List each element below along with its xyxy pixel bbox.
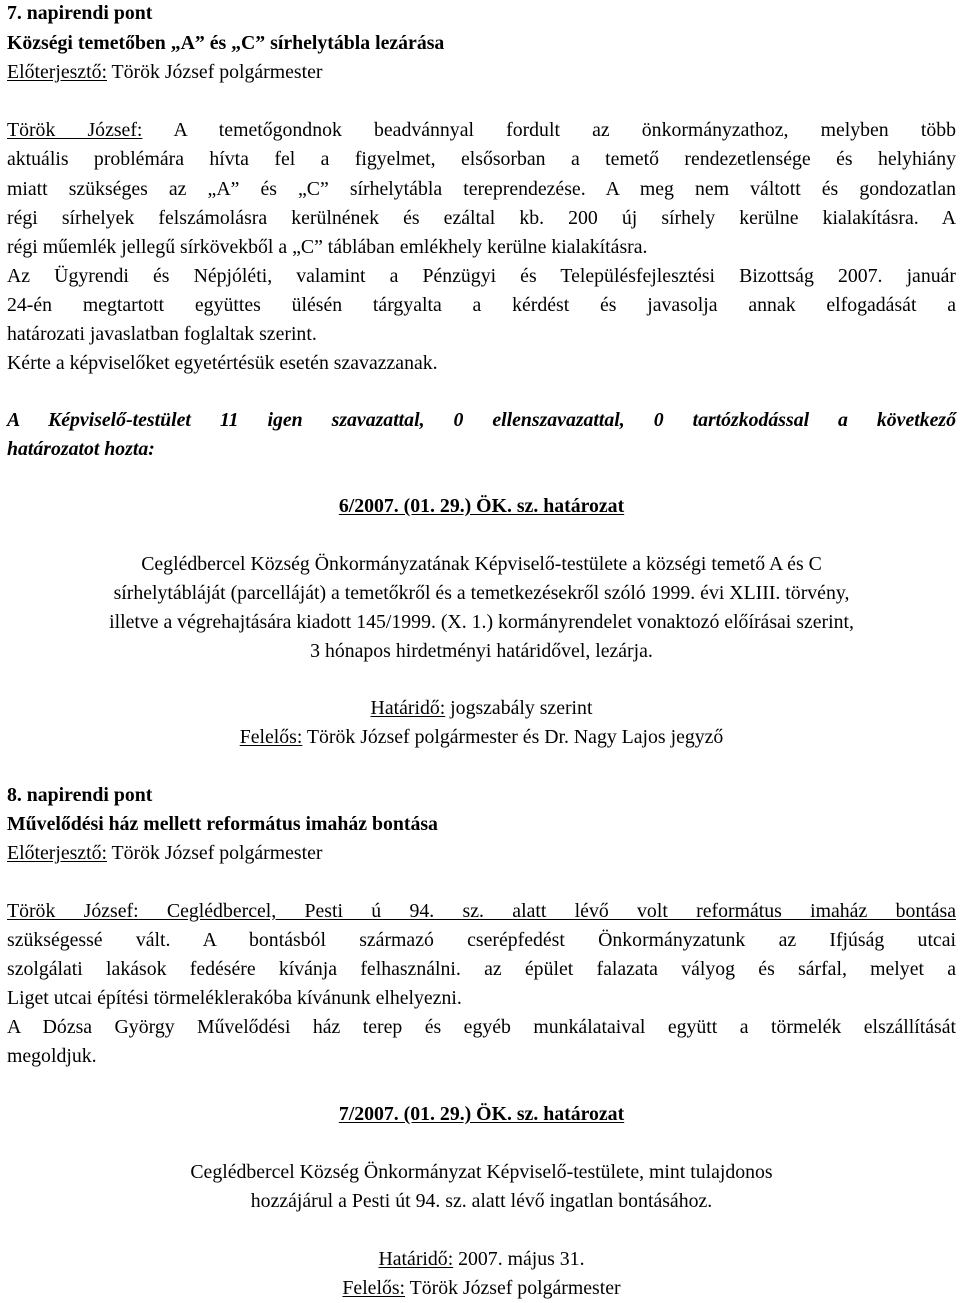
vote-statement: A Képviselő-testület 11 igen szavazattal, 0 ellenszavazattal, 0 tartózkodással a következő: [7, 409, 956, 431]
item7-para3: Kérte a képviselőket egyetértésük esetén szavazzanak.: [7, 352, 438, 374]
presenter-name: Török József polgármester: [106, 842, 323, 864]
deadline: [7, 1250, 956, 1270]
presenter-label: Előterjesztő:: [7, 842, 107, 864]
text-run: Ceglédbercel, Pesti ú 94. sz. alatt lévő volt református imaház bontása: [138, 900, 956, 922]
deadline: [7, 699, 956, 719]
responsible-value: Török József polgármester és Dr. Nagy Lajos jegyző: [302, 726, 724, 748]
presenter-name: Török József polgármester: [106, 61, 323, 83]
item7-heading: 7. napirendi pont: [7, 2, 153, 24]
item7-para1-line: [7, 121, 956, 141]
presenter-label: Előterjesztő:: [7, 61, 107, 83]
item8-presenter: [7, 844, 956, 864]
responsible: [7, 1279, 956, 1299]
item8-heading: 8. napirendi pont: [7, 784, 153, 806]
resolution-title: [7, 497, 956, 517]
item7-para2-line: Az Ügyrendi és Népjóléti, valamint a Pénzügyi és Településfejlesztési Bizottság 2007. január: [7, 265, 956, 287]
item8-para1-line: Liget utcai építési törmeléklerakóba kívánunk elhelyezni.: [7, 987, 462, 1009]
item7-para1-line: aktuális problémára hívta fel a figyelmet, elsősorban a temető rendezetlensége és helyhiány: [7, 148, 956, 170]
deadline-label: Határidő:: [370, 697, 446, 719]
responsible-label: Felelős:: [239, 726, 303, 748]
item7-para2-line: 24-én megtartott együttes ülésén tárgyalta a kérdést és javasolja annak elfogadását a: [7, 294, 956, 316]
responsible-label: Felelős:: [342, 1277, 406, 1299]
resolution-text-line: illetve a végrehajtására kiadott 145/1999. (X. 1.) kormányrendelet vonaktozó előírásai szerint,: [109, 611, 854, 633]
resolution-text-line: Ceglédbercel Község Önkormányzatának Képviselő-testülete a községi temető A és C: [141, 553, 822, 575]
resolution-title: [7, 1105, 956, 1125]
responsible: [7, 728, 956, 748]
item8-para2-line: A Dózsa György Művelődési ház terep és egyéb munkálataival együtt a törmelék elszállítását: [7, 1016, 956, 1038]
resolution-text-line: Ceglédbercel Község Önkormányzat Képviselő-testülete, mint tulajdonos: [190, 1161, 773, 1183]
speaker-label: Török József:: [7, 900, 139, 922]
speaker-label: Török József:: [7, 119, 143, 141]
item7-title: Községi temetőben „A” és „C” sírhelytábla lezárása: [7, 32, 445, 54]
resolution-text-line: hozzájárul a Pesti út 94. sz. alatt lévő ingatlan bontásához.: [250, 1190, 713, 1212]
item7-para1-line: régi sírhelyek felszámolásra kerülnének és ezáltal kb. 200 új sírhely kerülne kialakításra. A: [7, 207, 956, 229]
item8-para1-line: szolgálati lakások fedésére kívánja felhasználni. az épület falazata vályog és sárfal, melyet a: [7, 958, 956, 980]
item8-title: Művelődési ház mellett református imaház bontása: [7, 813, 438, 835]
vote-statement: határozatot hozta:: [7, 438, 155, 460]
resolution-title-text: 7/2007. (01. 29.) ÖK. sz. határozat: [338, 1103, 625, 1125]
deadline-value: 2007. május 31.: [453, 1248, 585, 1270]
item7-para2-line: határozati javaslatban foglaltak szerint.: [7, 323, 317, 345]
text-run: A temetőgondnok beadvánnyal fordult az önkormányzathoz, melyben több: [142, 119, 957, 141]
item7-para1-line: régi műemlék jellegű sírkövekből a „C” táblában emlékhely kerülne kialakításra.: [7, 236, 648, 258]
item7-presenter: [7, 63, 956, 83]
resolution-text-line: sírhelytábláját (parcelláját) a temetőkről és a temetkezésekről szóló 1999. évi XLIII. törvény,: [113, 582, 850, 604]
item8-para1-line: [7, 902, 956, 922]
item8-para2-line: megoldjuk.: [7, 1045, 97, 1067]
item8-para1-line: szükségessé vált. A bontásból származó cserépfedést Önkormányzatunk az Ifjúság utcai: [7, 929, 956, 951]
resolution-text-line: 3 hónapos hirdetményi határidővel, lezárja.: [310, 640, 653, 662]
item7-para1-line: miatt szükséges az „A” és „C” sírhelytábla tereprendezése. A meg nem váltott és gondozatlan: [7, 178, 956, 200]
deadline-value: jogszabály szerint: [445, 697, 593, 719]
responsible-value: Török József polgármester: [405, 1277, 621, 1299]
resolution-title-text: 6/2007. (01. 29.) ÖK. sz. határozat: [338, 495, 625, 517]
deadline-label: Határidő:: [378, 1248, 454, 1270]
